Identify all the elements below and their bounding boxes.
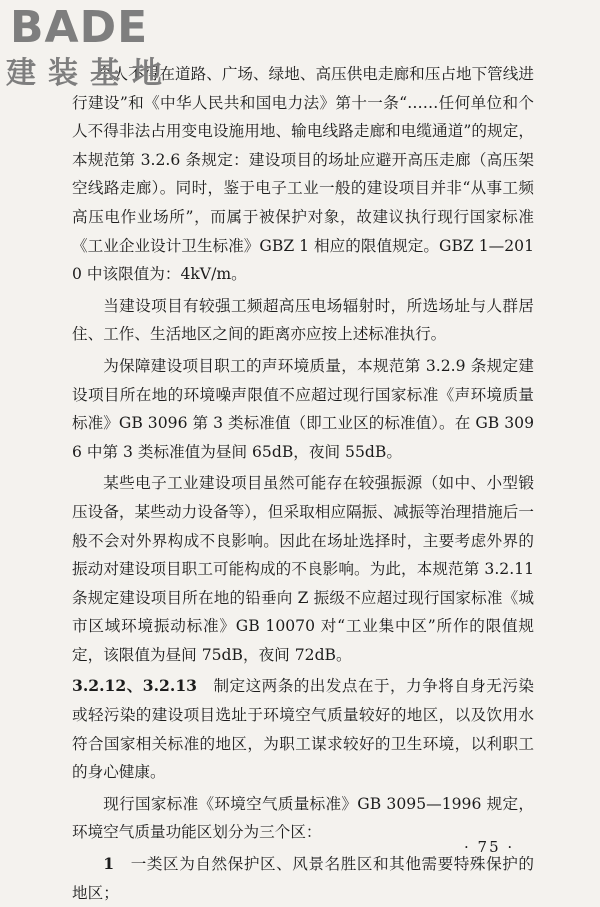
clause-number: 3.2.12、3.2.13	[72, 676, 198, 696]
page-body	[72, 60, 534, 907]
item-number: 1	[103, 854, 115, 874]
clause-text: 制定这两条的出发点在于，力争将自身无污染或轻污染的建设项目选址于环境空气质量较好的地区，以及饮用水符合国家相关标准的地区，为职工谋求较好的卫生环境，以利职工的身心健康。	[72, 677, 534, 782]
logo-wordmark: BADE	[10, 2, 149, 53]
paragraph-3: 为保障建设项目职工的声环境质量，本规范第 3.2.9 条规定建设项目所在地的环境噪声限值不应超过现行国家标准《声环境质量标准》GB 3096 第 3 类标准值（即工业区的标准值）。在 GB 3096 中第 3 类标准值为昼间 65dB，夜间 55dB。	[72, 356, 534, 461]
clause-3-2-12	[72, 672, 534, 786]
page-number: · 75 ·	[464, 838, 515, 856]
paragraph-1: 个人不得在道路、广场、绿地、高压供电走廊和压占地下管线进行建设”和《中华人民共和国电力法》第十一条“……任何单位和个人不得非法占用变电设施用地、输电线路走廊和电缆通道”的规定，本规范第 3.2.6 条规定：建设项目的场址应避开高压走廊（高压架空线路走廊）。同时，鉴于电子工业一般的建设项目并非“从事工频高压电作业场所”，而属于被保护对象，故建议执行现行国家标准《工业企业设计卫生标准》GBZ 1 相应的限值规定。GBZ 1—2010 中该限值为：4kV/m。	[72, 65, 534, 284]
paragraph-5: 现行国家标准《环境空气质量标准》GB 3095—1996 规定，环境空气质量功能区划分为三个区：	[72, 794, 534, 842]
item-text: 一类区为自然保护区、风景名胜区和其他需要特殊保护的地区；	[72, 855, 534, 902]
paragraph-4: 某些电子工业建设项目虽然可能存在较强振源（如中、小型锻压设备，某些动力设备等），但采取相应隔振、减振等治理措施后一般不会对外界构成不良影响。因此在场址选择时，主要考虑外界的振动对建设项目职工可能构成的不良影响。为此，本规范第 3.2.11 条规定建设项目所在地的铅垂向 Z 振级不应超过现行国家标准《城市区域环境振动标准》GB 10070 对“工业集中区”所作的限值规定，该限值为昼间 75dB，夜间 72dB。	[72, 474, 534, 664]
paragraph-2: 当建设项目有较强工频超高压电场辐射时，所选场址与人群居住、工作、生活地区之间的距离亦应按上述标准执行。	[72, 296, 534, 344]
logo-subtitle: 建装基地	[6, 56, 174, 91]
list-item-1	[72, 850, 534, 907]
bade-logo	[4, 2, 176, 94]
